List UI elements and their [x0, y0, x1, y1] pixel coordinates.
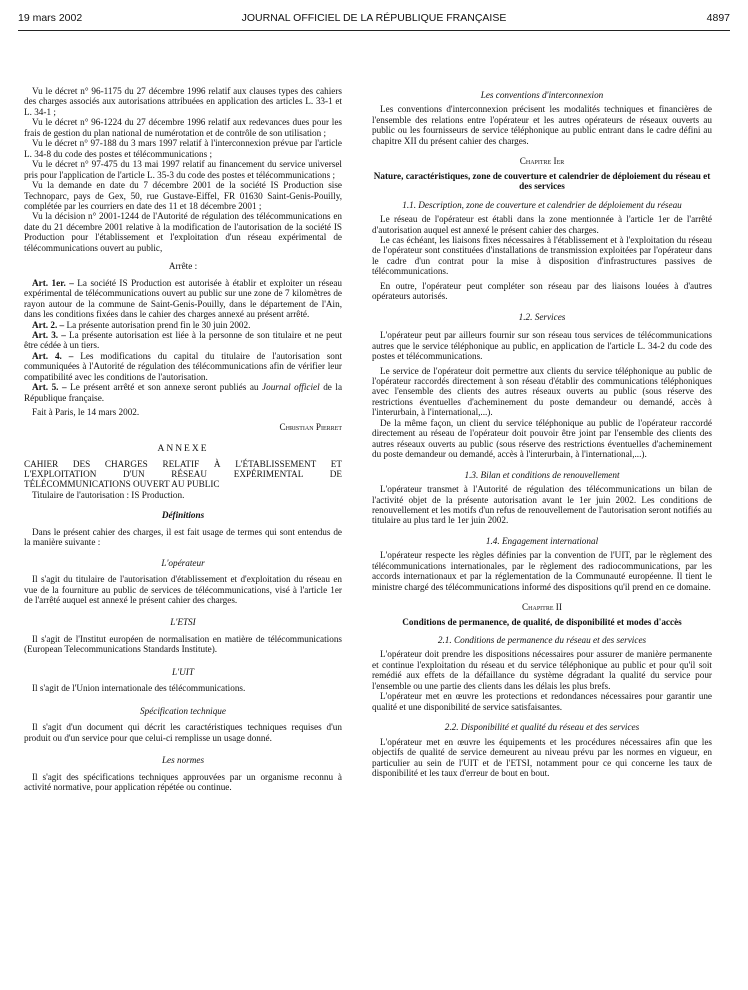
section-1-4-heading: 1.4. Engagement international	[485, 535, 599, 546]
definitions-heading: Définitions	[161, 510, 205, 521]
section-1-1-heading: 1.1. Description, zone de couverture et calendrier de déploiement du réseau	[402, 199, 682, 210]
article-2-number: Art. 2. –	[32, 319, 65, 330]
header-journal-title: JOURNAL OFFICIEL DE LA RÉPUBLIQUE FRANÇAISE	[241, 12, 507, 24]
visa-2: Vu le décret n° 96-1224 du 27 décembre 1996 relatif aux redevances dues pour les frais de gestion du plan national de numérotation et de contrôle de son utilisation ;	[24, 117, 342, 138]
section-1-1-para-1: Le réseau de l'opérateur est établi dans la zone mentionnée à l'article 1er de l'arrêté d'autorisation auquel est annexé le présent cahier des charges.	[372, 214, 712, 235]
article-3-text: La présente autorisation est liée à la personne de son titulaire et ne peut être cédée à un tiers.	[24, 329, 342, 351]
def-term-operateur: L'opérateur	[161, 557, 205, 568]
article-5-number: Art. 5. –	[32, 382, 67, 393]
section-1-2-para-1: L'opérateur peut par ailleurs fournir sur son réseau tous services de télécommunications autres que le service téléphonique au public, en application de l'article L. 34-2 du code des postes et télécommunications.	[372, 330, 712, 362]
fait-a-paris: Fait à Paris, le 14 mars 2002.	[32, 407, 140, 418]
section-1-1-para-2: Le cas échéant, les liaisons fixes nécessaires à l'établissement et à l'exploitation du réseau de l'opérateur sont constituées d'installations de transmission exploitées par l'opérateur dans le cadre d'un contrat pour la mise à disposition d'infrastructures passives de télécommunications.	[372, 234, 712, 277]
section-2-1-para-2: L'opérateur met en œuvre les protections et redondances nécessaires pour garantir une qualité et une disponibilité de service satisfaisantes.	[372, 691, 712, 712]
section-2-1-heading: 2.1. Conditions de permanence du réseau et des services	[437, 635, 647, 646]
def-term-uit: L'UIT	[172, 666, 194, 677]
chapter-1-title: Nature, caractéristiques, zone de couverture et calendrier de déploiement du réseau et des services	[373, 170, 711, 192]
article-5	[24, 382, 342, 403]
visa-3: Vu le décret n° 97-188 du 3 mars 1997 relatif à l'interconnexion prévue par l'article L. 34-8 du code des postes et télécommunications ;	[24, 138, 342, 159]
visa-1: Vu le décret n° 96-1175 du 27 décembre 1996 relatif aux clauses types des cahiers des charges associés aux autorisations attribuées en application des articles L. 33-1 et L. 34-1 ;	[24, 86, 342, 117]
def-text-etsi: Il s'agit de l'Institut européen de normalisation en matière de télécommunications (European Telecommunications Standards Institute).	[24, 633, 342, 655]
section-2-2-heading: 2.2. Disponibilité et qualité du réseau et des services	[444, 722, 640, 733]
def-text-operateur: Il s'agit du titulaire de l'autorisation d'établissement et d'exploitation du réseau en vue de la fourniture au public de services de télécommunications, visé à l'article 1er de l'arrêté auquel est annexé le présent cahier des charges.	[24, 574, 342, 606]
article-5-text-after: de la République française.	[24, 382, 343, 403]
titulaire-line: Titulaire de l'autorisation : IS Production.	[32, 489, 185, 500]
section-1-3-heading: 1.3. Bilan et conditions de renouvellement	[464, 469, 620, 480]
article-1-text: La société IS Production est autorisée à établir et exploiter un réseau expérimental de télécommunications ouvert au public sur une zone de 7 kilomètres de rayon autour de la commune de Saint-Genis-Pouilly, dans le département de l'Ain, dans les conditions fixées dans le cahier des charges annexé au présent arrêté.	[24, 277, 342, 320]
def-text-uit: Il s'agit de l'Union internationale des télécommunications.	[32, 683, 246, 694]
section-2-1-para-1: L'opérateur doit prendre les dispositions nécessaires pour assurer de manière permanente et continue l'exploitation du réseau et du service téléphonique au public et pour qu'il soit remédié aux effets de la défaillance du système dégradant la qualité du service pour l'ensemble ou une partie des clients dans les délais les plus brefs.	[372, 649, 712, 691]
section-2-2-text: L'opérateur met en œuvre les équipements et les procédures nécessaires afin que les objectifs de qualité de service demeurent au niveau prévu par les normes en vigueur, en particulier au sein de l'UIT et de l'ETSI, notamment pour ce qui concerne les taux de disponibilité et les taux d'erreur de bout en bout.	[372, 736, 712, 779]
def-term-etsi: L'ETSI	[170, 617, 196, 628]
visa-4: Vu le décret n° 97-475 du 13 mai 1997 relatif au financement du service universel pris pour l'application de l'article L. 35-3 du code des postes et télécommunications ;	[24, 159, 342, 180]
section-1-4-text: L'opérateur respecte les règles définies par la convention de l'UIT, par le règlement des télécommunications internationales, par le règlement des radiocommunications, par les accords internationaux et par la réglementation de la Communauté européenne. Il tient le ministre chargé des télécommunications informé des dispositions qu'il prend en ce domaine.	[372, 550, 712, 592]
definitions-intro: Dans le présent cahier des charges, il est fait usage de termes qui sont entendus de la manière suivante :	[24, 526, 342, 548]
right-column	[372, 90, 712, 778]
def-text-specification: Il s'agit d'un document qui décrit les caractéristiques techniques requises d'un produit ou d'un service pour que celui-ci remplisse un usage donné.	[24, 722, 342, 743]
arrete-label: Arrête :	[168, 261, 198, 272]
article-2-text: La présente autorisation prend fin le 30 juin 2002.	[66, 319, 251, 330]
header-rule	[18, 30, 730, 31]
section-1-3-text: L'opérateur transmet à l'Autorité de régulation des télécommunications un bilan de l'activité objet de la présente autorisation avant le 1er juin 2002. Les conditions de renouvellement et les motifs d'un refus de renouvellement de l'autorisation seront notifiés au titulaire au plus tard le 1er juin 2002.	[372, 484, 712, 526]
section-1-2-para-2: Le service de l'opérateur doit permettre aux clients du service téléphonique au public de l'opérateur raccordés directement à son réseau d'établir des communications téléphoniques avec l'ensemble des clients des autres réseaux ouverts au public (sous réserve des restrictions éventuelles d'acheminement du poste demandeur ou demandé, accès à l'interurbain, à l'international,...).	[372, 365, 712, 418]
section-1-2-para-3: De la même façon, un client du service téléphonique au public de l'opérateur raccordé directement au réseau de l'opérateur doit pouvoir être joint par l'ensemble des clients des autres réseaux ouverts au public (sous réserve des restrictions éventuelles d'acheminement du poste demandeur ou demandé, accès à l'interurbain, à l'international,...).	[372, 417, 712, 460]
article-2	[24, 320, 342, 330]
article-1	[24, 278, 342, 320]
header-date: 19 mars 2002	[18, 12, 83, 24]
article-3	[24, 330, 342, 351]
conventions-text: Les conventions d'interconnexion précisent les modalités techniques et financières de l'ensemble des relations entre l'opérateur et les autres opérateurs de réseaux ouverts au public ou les fournisseurs de service téléphonique au public entrant dans le cadre défini au chapitre XII du présent cahier des charges.	[372, 104, 712, 146]
section-1-2-heading: 1.2. Services	[518, 311, 566, 322]
conventions-heading: Les conventions d'interconnexion	[480, 90, 604, 100]
section-1-1-para-3: En outre, l'opérateur peut compléter son réseau par des liaisons louées à d'autres opérateurs autorisés.	[372, 280, 712, 302]
article-4	[24, 351, 342, 382]
article-5-text-before: Le présent arrêté et son annexe seront publiés au	[70, 382, 263, 393]
signature: Christian Pierret	[279, 421, 342, 432]
page-header	[18, 12, 730, 26]
annexe-heading: ANNEXE	[157, 444, 209, 455]
cahier-title: CAHIER DES CHARGES RELATIF À L'ÉTABLISSEMENT ET L'EXPLOITATION D'UN RÉSEAU EXPÉRIMENTAL DE TÉLÉCOMMUNICATIONS OUVERT AU PUBLIC	[24, 458, 342, 490]
visa-5: Vu la demande en date du 7 décembre 2001 de la société IS Production sise Technoparc, pays de Gex, 50, rue Gustave-Eiffel, FR 01630 Saint-Genis-Pouilly, complétée par les courriers en date des 11 et 18 décembre 2001 ;	[24, 180, 342, 211]
article-5-journal-officiel: Journal officiel	[262, 382, 320, 393]
article-3-number: Art. 3. –	[32, 329, 66, 340]
chapter-2-title: Conditions de permanence, de qualité, de disponibilité et modes d'accès	[402, 616, 682, 627]
article-1-number: Art. 1er. –	[32, 277, 74, 288]
header-page-number: 4897	[706, 12, 730, 24]
def-term-normes: Les normes	[161, 755, 205, 766]
article-4-text: Les modifications du capital du titulaire de l'autorisation sont communiquées à l'Autorité de régulation des télécommunications afin de vérifier leur compatibilité avec les conditions de l'autorisation.	[24, 350, 343, 382]
chapter-1-label: Chapitre Ier	[519, 156, 565, 167]
visa-6: Vu la décision n° 2001-1244 de l'Autorité de régulation des télécommunications en date du 21 décembre 2001 relative à la modification de l'autorisation de la société IS Production pour l'établissement et l'exploitation d'un réseau expérimental de télécommunications ouvert au public,	[24, 211, 342, 253]
left-column	[24, 86, 342, 792]
chapter-2-label: Chapitre II	[522, 602, 562, 613]
def-text-normes: Il s'agit des spécifications techniques approuvées par un organisme reconnu à activité normative, pour application répétée ou continue.	[24, 771, 342, 793]
article-4-number: Art. 4. –	[32, 350, 74, 361]
def-term-specification: Spécification technique	[140, 705, 226, 716]
